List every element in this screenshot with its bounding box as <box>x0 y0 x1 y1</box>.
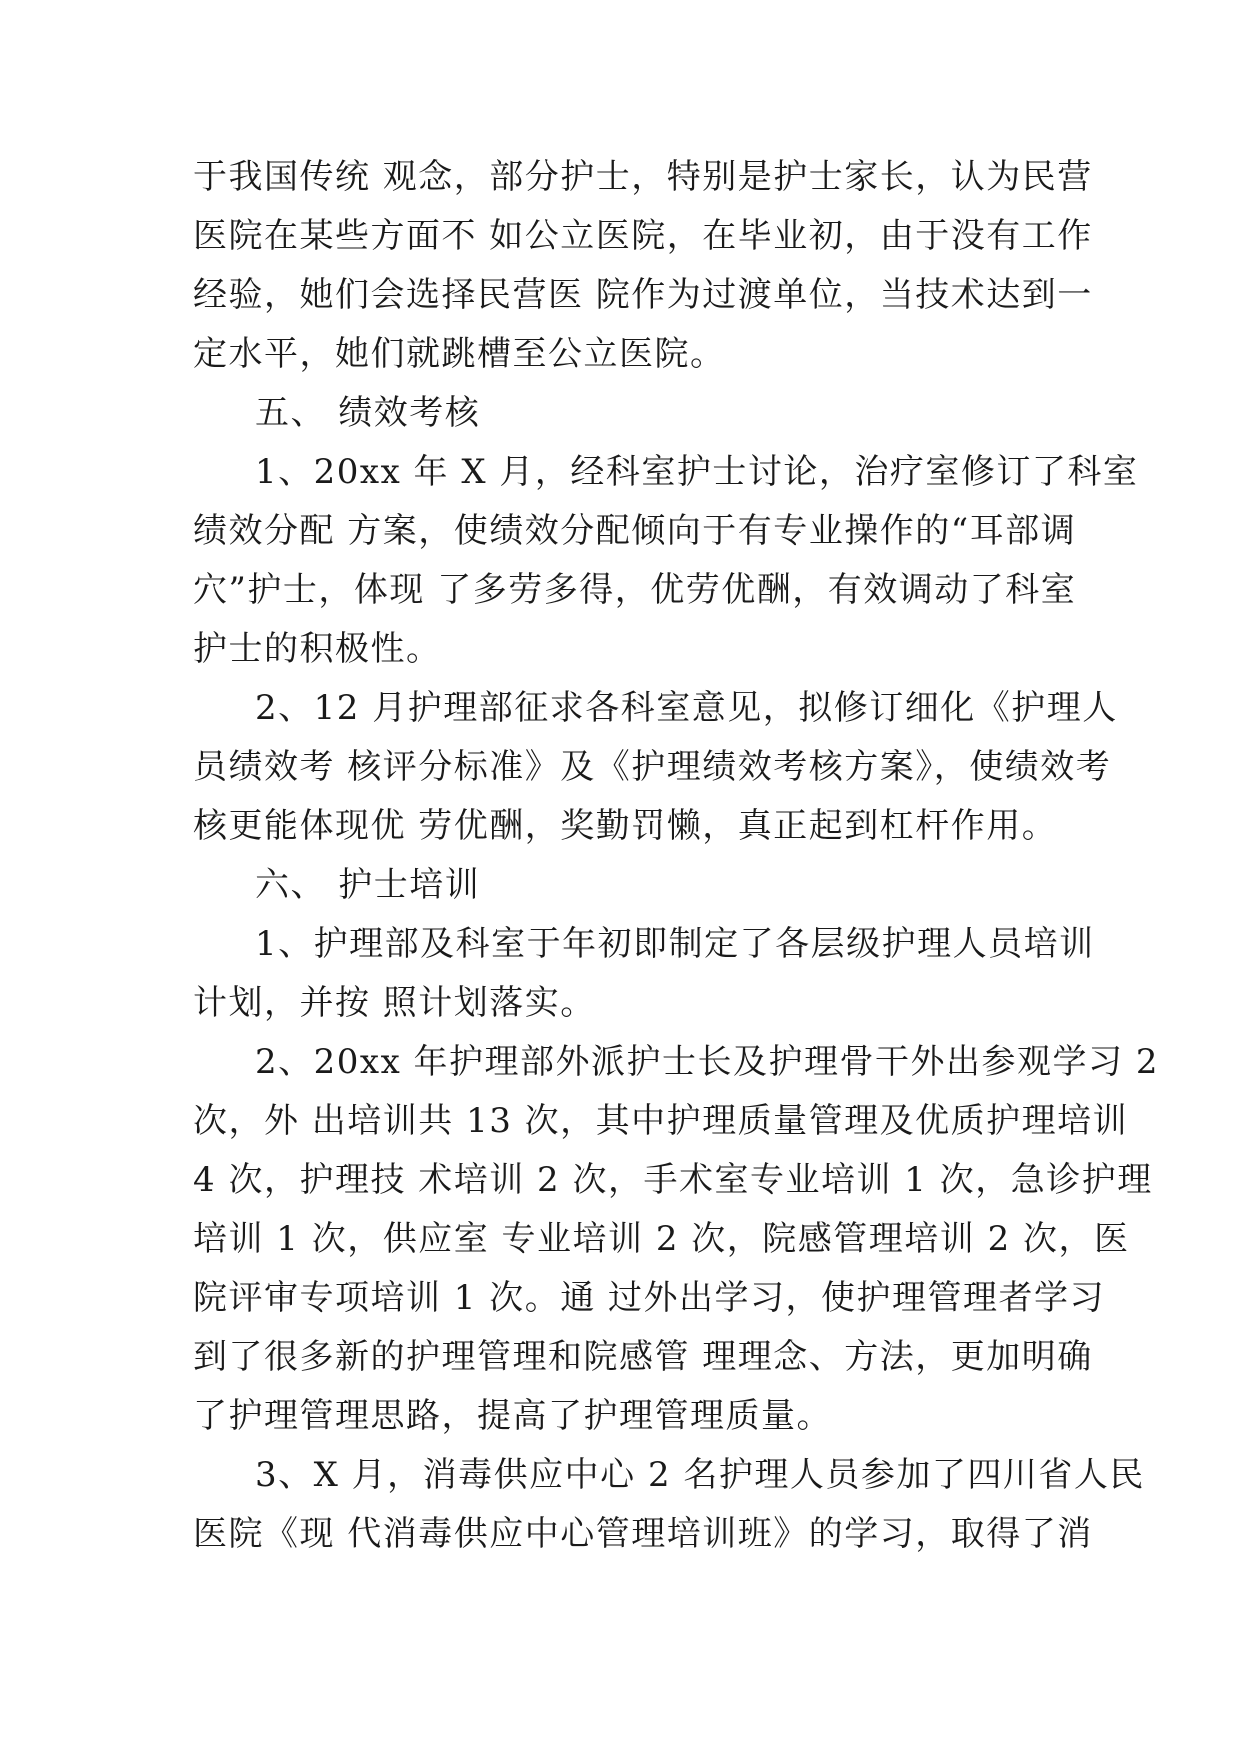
paragraph-line: 穴”护士，体现 了多劳多得，优劳优酬，有效调动了科室 <box>193 570 1077 610</box>
paragraph-line: 次，外 出培训共 13 次，其中护理质量管理及优质护理培训 <box>193 1101 1129 1141</box>
paragraph-line: 4 次，护理技 术培训 2 次，手术室专业培训 1 次，急诊护理 <box>193 1160 1153 1200</box>
paragraph-line: 医院在某些方面不 如公立医院，在毕业初，由于没有工作 <box>193 216 1093 256</box>
paragraph-line: 到了很多新的护理管理和院感管 理理念、方法，更加明确 <box>193 1337 1093 1377</box>
paragraph-line: 绩效分配 方案，使绩效分配倾向于有专业操作的“耳部调 <box>193 511 1077 551</box>
paragraph-first-line: 3、X 月，消毒供应中心 2 名护理人员参加了四川省人民 <box>255 1455 1145 1495</box>
paragraph-line: 于我国传统 观念，部分护士，特别是护士家长，认为民营 <box>193 157 1093 197</box>
paragraph-first-line: 1、20xx 年 X 月，经科室护士讨论，治疗室修订了科室 <box>255 452 1139 492</box>
paragraph-line: 培训 1 次，供应室 专业培训 2 次，院感管理培训 2 次，医 <box>193 1219 1130 1259</box>
paragraph-first-line: 1、护理部及科室于年初即制定了各层级护理人员培训 <box>255 924 1095 964</box>
paragraph-first-line: 2、12 月护理部征求各科室意见，拟修订细化《护理人 <box>255 688 1118 728</box>
paragraph-line: 医院《现 代消毒供应中心管理培训班》的学习，取得了消 <box>193 1514 1093 1554</box>
paragraph-line: 了护理管理思路，提高了护理管理质量。 <box>193 1396 832 1436</box>
paragraph-line: 经验，她们会选择民营医 院作为过渡单位，当技术达到一 <box>193 275 1093 315</box>
paragraph-line: 核更能体现优 劳优酬，奖勤罚懒，真正起到杠杆作用。 <box>193 806 1058 846</box>
paragraph-first-line: 五、 绩效考核 <box>255 393 481 433</box>
paragraph-line: 护士的积极性。 <box>193 629 442 669</box>
paragraph-first-line: 六、 护士培训 <box>255 865 481 905</box>
paragraph-line: 院评审专项培训 1 次。通 过外出学习，使护理管理者学习 <box>193 1278 1106 1318</box>
document-body <box>193 148 1159 1564</box>
paragraph-line: 员绩效考 核评分标准》及《护理绩效考核方案》，使绩效考 <box>193 747 1112 787</box>
paragraph-line: 计划，并按 照计划落实。 <box>193 983 596 1023</box>
paragraph-first-line: 2、20xx 年护理部外派护士长及护理骨干外出参观学习 2 <box>255 1042 1159 1082</box>
paragraph-line: 定水平，她们就跳槽至公立医院。 <box>193 334 726 374</box>
